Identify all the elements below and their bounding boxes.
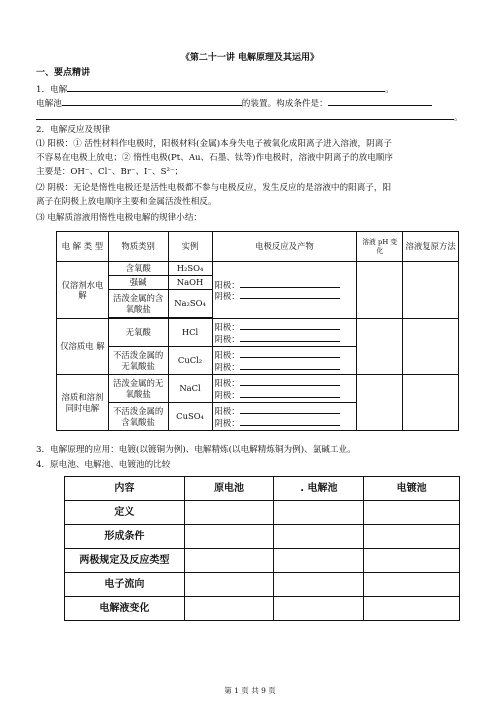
fill-blank: [240, 290, 340, 299]
header-plating-cell: 电镀池: [364, 477, 460, 501]
header-substance: 物质类别: [108, 232, 168, 262]
fill-blank: [67, 82, 385, 92]
type-cell: 仅溶剂水电解: [57, 262, 109, 319]
example-cell: H₂SO₄: [168, 262, 212, 276]
summary-rule: ⑶ 电解质溶液用惰性电极电解的规律小结：: [36, 213, 203, 223]
header-electrolytic-cell: . 电解池: [274, 477, 364, 501]
cathode-rule-line: 离子在阴极上放电顺序主要和金属活泼性相反。: [36, 197, 217, 207]
row-label: 两极规定及反应类型: [65, 549, 185, 573]
fill-blank: [240, 417, 340, 426]
type-cell: 溶质和溶剂同时电解: [57, 375, 109, 431]
item1-line: 1．电解 。: [36, 82, 394, 97]
category-cell: 含氧酸: [108, 262, 168, 276]
products-cell: 阳极： 阴极：: [212, 347, 357, 375]
fill-blank: [240, 279, 340, 288]
products-cell: 阳极： 阴极：: [212, 403, 357, 431]
category-cell: 强碱: [108, 276, 168, 290]
type-cell: 仅溶质电 解: [57, 319, 109, 375]
fill-blank: [240, 333, 340, 342]
products-cell: 阳极： 阴极：: [212, 319, 357, 347]
fill-blank: [36, 110, 454, 120]
header-ph: 溶液 pH 变 化: [357, 232, 403, 262]
example-cell: CuCl₂: [168, 347, 212, 375]
electrolysis-summary-table: [56, 231, 459, 431]
row-label: 电子流向: [65, 573, 185, 597]
row-label: 定义: [65, 501, 185, 525]
restore-cell: [403, 375, 459, 431]
row-label: 电解液变化: [65, 597, 185, 621]
anode-rule-line: ⑴ 阳极：① 活性材料作电极时，阳极材料(金属)本身失电子被氧化成阳离子进入溶液，阴离子: [36, 139, 392, 149]
ph-cell: [357, 262, 403, 319]
category-cell: 活泼金属的无氧酸盐: [108, 375, 168, 403]
restore-cell: [403, 262, 459, 319]
anode-rule-line: 主要是：OH⁻、Cl⁻、Br⁻、I⁻、S²⁻；: [36, 167, 184, 177]
ph-cell: [357, 375, 403, 431]
example-cell: NaCl: [168, 375, 212, 403]
page-footer: 第 1 页 共 9 页: [224, 686, 276, 695]
fill-blank: [240, 377, 340, 386]
ph-cell: [357, 319, 403, 375]
restore-cell: [403, 319, 459, 375]
fill-blank: [240, 321, 340, 330]
fill-blank: [240, 389, 340, 398]
category-cell: 不活泼金属的含氧酸盐: [108, 403, 168, 431]
fill-blank: [62, 96, 242, 106]
fill-blank: [240, 361, 340, 370]
example-cell: HCl: [168, 319, 212, 347]
section-heading: 一、要点精讲: [36, 68, 91, 78]
header-content: 内容: [65, 477, 185, 501]
header-products: 电极反应及产物: [212, 232, 357, 262]
category-cell: 活泼金属的含氧酸盐: [108, 290, 168, 318]
header-type: 电 解 类 型: [57, 232, 109, 262]
header-galvanic-cell: 原电池: [184, 477, 274, 501]
example-cell: NaOH: [168, 276, 212, 290]
electrolytic-cell-line2: 。: [36, 110, 463, 125]
cell-comparison-table: [64, 476, 460, 621]
fill-blank: [328, 96, 432, 106]
page-title: 《第二十一讲 电解原理及其运用》: [180, 53, 320, 63]
products-cell: 阳极： 阴极：: [212, 375, 357, 403]
example-cell: CuSO₄: [168, 403, 212, 431]
anode-rule-line: 不容易在电极上放电；② 惰性电极(Pt、Au、石墨、钛等)作电极时，溶液中阴离子的放电顺序: [36, 153, 393, 163]
item3-line: 3．电解原理的应用：电镀(以镀铜为例)、电解精炼(以电解精炼铜为例)、氯碱工业。: [36, 445, 356, 455]
products-cell: 阳极： 阴极：: [212, 262, 357, 319]
example-cell: Na₂SO₄: [168, 290, 212, 318]
fill-blank: [240, 349, 340, 358]
cathode-rule-line: ⑵ 阴极：无论是惰性电极还是活性电极都不参与电极反应，发生反应的是溶液中的阳离子，阳: [36, 183, 392, 193]
item2-title: 2．电解反应及规律: [36, 125, 111, 135]
category-cell: 无氧酸: [108, 319, 168, 347]
electrolytic-cell-line: 电解池 的装置。构成条件是：: [36, 96, 432, 111]
header-example: 实例: [168, 232, 212, 262]
row-label: 形成条件: [65, 525, 185, 549]
fill-blank: [240, 405, 340, 414]
category-cell: 不活泼金属的无氧酸盐: [108, 347, 168, 375]
item4-line: 4．原电池、电解池、电镀池的比较: [36, 460, 171, 470]
header-restore: 溶液复原方法: [403, 232, 459, 262]
